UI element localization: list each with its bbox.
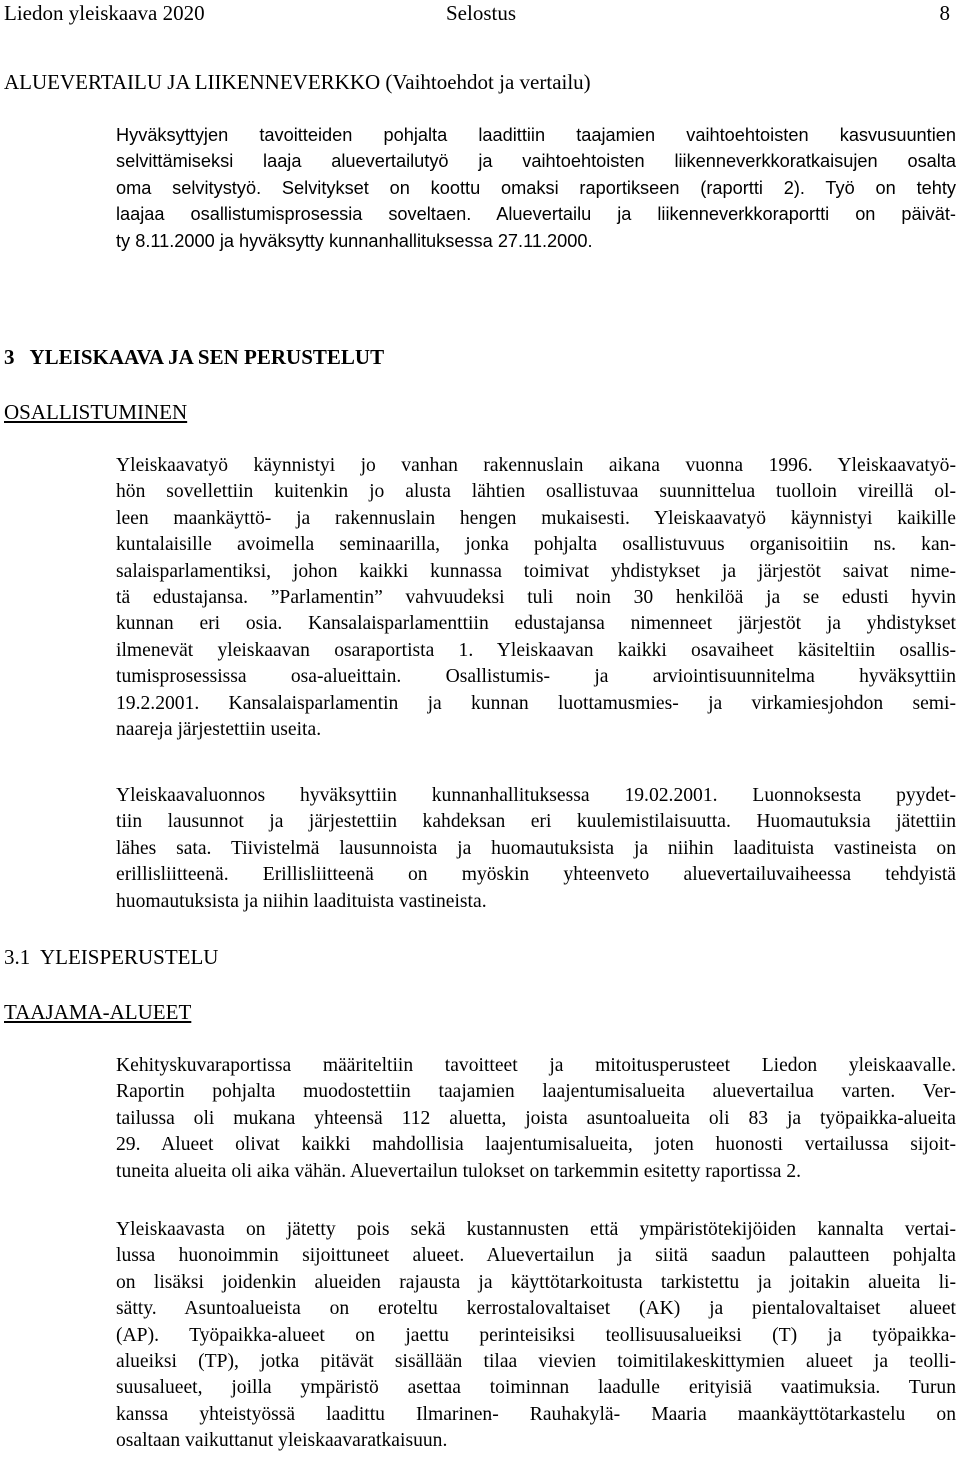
paragraph-line: tuneita alueita oli aika vähän. Aluevertailun tulokset on tarkemmin esitetty raportissa 2. (116, 1160, 802, 1182)
taajama-paragraph-2 (116, 1217, 956, 1455)
yleisperustelu-heading: 3.1 YLEISPERUSTELU (4, 945, 219, 969)
paragraph-line: kanssa yhteistyössä laadittu Ilmarinen- Rauhakylä- Maaria maankäyttötarkastelu on (116, 1403, 956, 1425)
paragraph-line: Kehityskuvaraportissa määriteltiin tavoitteet ja mitoitusperusteet Liedon yleiskaavalle. (116, 1055, 956, 1076)
paragraph-line: osaltaan vaikuttanut yleiskaavaratkaisuun. (116, 1430, 448, 1452)
document-title: Liedon yleiskaava 2020 (4, 1, 205, 25)
paragraph-line: suusalueet, joilla ympäristö asettaa toiminnan laadulle erityisiä vaatimuksia. Turun (116, 1377, 956, 1399)
paragraph-line: alueiksi (TP), jotka pitävät sisällään tilaa vievien toimitilakeskittymien alueet ja teolli- (116, 1350, 956, 1372)
page-header (4, 0, 956, 26)
paragraph-line: leen maankäyttö- ja rakennuslain hengen mukaisesti. Yleiskaavatyö käynnistyi kaikille (116, 507, 956, 529)
paragraph-line: oma selvitystyö. Selvitykset on koottu omaksi raportikseen (raportti 2). Työ on tehty (116, 177, 956, 198)
paragraph-line: kuntalaisille avoimella seminaarilla, jonka pohjalta osallistuvuus organisoitiin ns. kan- (116, 534, 956, 556)
paragraph-line: 29. Alueet olivat kaikki mahdollisia laajentumisalueita, joten huonosti vertailussa sijoit- (116, 1134, 956, 1156)
paragraph-line: tailussa oli mukana yhteensä 112 aluetta, joista asuntoalueita oli 83 ja työpaikka-alueita (116, 1107, 956, 1129)
paragraph-line: lähes sata. Tiivistelmä lausunnoista ja huomautuksista ja niihin laadituista vastineista on (116, 837, 956, 859)
paragraph-line: selvittämiseksi laaja aluevertailutyö ja vaihtoehtoisten liikenneverkkoratkaisujen osalta (116, 151, 956, 172)
paragraph-line: Yleiskaavasta on jätetty pois sekä kustannusten että ympäristötekijöiden kannalta vertai- (116, 1219, 956, 1240)
paragraph-line: huomautuksista ja niihin laadituista vastineista. (116, 890, 487, 912)
paragraph-line: ty 8.11.2000 ja hyväksytty kunnanhallituksessa 27.11.2000. (116, 230, 593, 251)
paragraph-line: ilmenevät yleiskaavan osaraportista 1. Yleiskaavan kaikki osavaiheet käsiteltiin osallis- (116, 639, 956, 661)
paragraph-line: erillisliitteenä. Erillisliitteenä on myöskin yhteenveto aluevertailuvaiheessa tehdyistä (116, 864, 956, 886)
paragraph-line: salaisparlamentiksi, johon kaikki kunnassa toimivat yhdistykset ja järjestöt saivat nime- (116, 560, 956, 582)
paragraph-line: (AP). Työpaikka-alueet on jaettu perinteisiksi teollisuusalueiksi (T) ja työpaikka- (116, 1324, 956, 1346)
osallistuminen-paragraph-2 (116, 783, 956, 915)
paragraph-line: Raportin pohjalta muodostettiin taajamien laajentumisalueita aluevertailua varten. Ver- (116, 1081, 956, 1103)
page-number: 8 (939, 1, 950, 25)
osallistuminen-heading: OSALLISTUMINEN (4, 400, 188, 424)
paragraph-line: kunnan eri osia. Kansalaisparlamenttiin edustajansa nimenneet järjestöt ja yhdistykset (116, 613, 956, 635)
chapter-3-heading: 3 YLEISKAAVA JA SEN PERUSTELUT (4, 345, 385, 369)
paragraph-line: on lisäksi joidenkin alueiden rajausta ja käyttötarkoitusta tarkistettu ja joitakin alueita li- (116, 1271, 956, 1293)
paragraph-line: hön sovellettiin kuitenkin jo alusta lähtien osallistuvaa suunnittelua tuolloin vireillä ol- (116, 481, 956, 503)
section-label: Selostus (446, 1, 517, 25)
paragraph-line: naareja järjestettiin useita. (116, 718, 322, 740)
paragraph-line: Hyväksyttyjen tavoitteiden pohjalta laadittiin taajamien vaihtoehtoisten kasvusuuntien (116, 125, 956, 145)
paragraph-line: 19.2.2001. Kansalaisparlamentin ja kunnan luottamusmies- ja virkamiesjohdon semi- (116, 692, 956, 714)
paragraph-line: tumisprosessissa osa-alueittain. Osallistumis- ja arviointisuunnitelma hyväksyttiin (116, 666, 956, 688)
paragraph-line: tiin lausunnot ja järjestettiin kahdeksan eri kuulemistilaisuutta. Huomautuksia jätettiin (116, 811, 956, 833)
taajama-alueet-heading: TAAJAMA-ALUEET (4, 1000, 192, 1024)
paragraph-line: Yleiskaavatyö käynnistyi jo vanhan rakennuslain aikana vuonna 1996. Yleiskaavatyö- (116, 455, 956, 476)
paragraph-line: Yleiskaavaluonnos hyväksyttiin kunnanhallituksessa 19.02.2001. Luonnoksesta pyydet- (116, 785, 956, 806)
paragraph-line: lussa huonoimmin sijoittuneet alueet. Aluevertailun ja siitä saadun palautteen pohjalta (116, 1245, 956, 1267)
aluevertailu-heading: ALUEVERTAILU JA LIIKENNEVERKKO (Vaihtoehdot ja vertailu) (4, 70, 591, 94)
osallistuminen-paragraph-1 (116, 453, 956, 743)
taajama-paragraph-1 (116, 1053, 956, 1185)
paragraph-line: sätty. Asuntoalueista on eroteltu kerrostalovaltaiset (AK) ja pientalovaltaiset alueet (116, 1298, 956, 1320)
aluevertailu-paragraph (116, 122, 956, 254)
paragraph-line: tä edustajansa. ”Parlamentin” vahvuudeksi tuli noin 30 henkilöä ja se edusti hyvin (116, 586, 956, 608)
paragraph-line: laajaa osallistumisprosessia soveltaen. Aluevertailu ja liikenneverkkoraportti on päivät- (116, 204, 956, 225)
